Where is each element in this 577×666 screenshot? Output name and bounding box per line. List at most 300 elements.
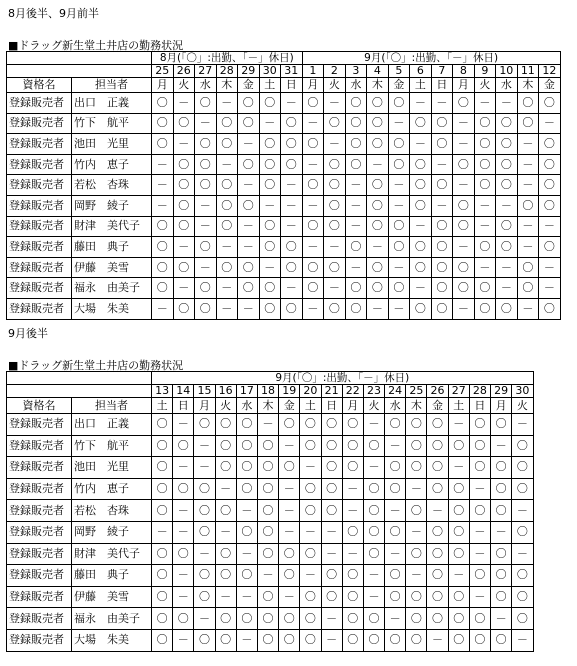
- weekday: 土: [152, 398, 173, 414]
- weekday: 日: [321, 398, 342, 414]
- day-number: 24: [385, 385, 406, 398]
- attendance-mark: 〇: [259, 298, 281, 319]
- attendance-mark: 〇: [469, 414, 490, 436]
- attendance-mark: 〇: [410, 237, 432, 258]
- day-number: 5: [388, 65, 410, 78]
- attendance-mark: －: [491, 608, 512, 630]
- attendance-mark: 〇: [469, 457, 490, 479]
- staff-name-cell: 若松 杏珠: [72, 175, 152, 196]
- attendance-mark: －: [302, 113, 324, 134]
- day-number: 28: [216, 65, 238, 78]
- attendance-mark: －: [345, 175, 367, 196]
- schedule-table-first: [6, 51, 561, 320]
- attendance-mark: －: [385, 435, 406, 457]
- weekday: 金: [388, 78, 410, 93]
- attendance-mark: －: [517, 216, 539, 237]
- weekday: 木: [406, 398, 427, 414]
- attendance-mark: －: [367, 237, 389, 258]
- attendance-mark: －: [388, 298, 410, 319]
- attendance-mark: －: [363, 565, 384, 587]
- day-number: 15: [194, 385, 215, 398]
- staff-name-cell: 伊藤 美雪: [72, 257, 152, 278]
- weekday: 水: [385, 398, 406, 414]
- attendance-mark: 〇: [194, 500, 215, 522]
- column-title-person: 担当者: [72, 398, 152, 414]
- attendance-mark: －: [216, 278, 238, 299]
- attendance-mark: 〇: [539, 93, 561, 114]
- attendance-mark: 〇: [215, 457, 236, 479]
- day-number: 16: [215, 385, 236, 398]
- attendance-mark: 〇: [453, 93, 475, 114]
- attendance-mark: 〇: [431, 278, 453, 299]
- attendance-mark: －: [173, 500, 194, 522]
- attendance-mark: 〇: [385, 457, 406, 479]
- qualification-cell: 登録販売者: [7, 175, 72, 196]
- attendance-mark: －: [431, 154, 453, 175]
- attendance-mark: －: [215, 586, 236, 608]
- attendance-mark: －: [173, 457, 194, 479]
- qualification-cell: 登録販売者: [7, 257, 72, 278]
- attendance-mark: 〇: [406, 543, 427, 565]
- attendance-mark: 〇: [345, 134, 367, 155]
- weekday: 月: [152, 78, 174, 93]
- staff-name-cell: 竹下 航平: [72, 435, 152, 457]
- attendance-mark: －: [279, 435, 300, 457]
- attendance-mark: 〇: [491, 500, 512, 522]
- weekday: 日: [173, 398, 194, 414]
- attendance-mark: 〇: [431, 237, 453, 258]
- attendance-mark: 〇: [300, 543, 321, 565]
- attendance-mark: －: [410, 134, 432, 155]
- attendance-mark: 〇: [410, 154, 432, 175]
- header-blank: [7, 52, 152, 65]
- attendance-mark: 〇: [236, 414, 257, 436]
- attendance-mark: 〇: [259, 134, 281, 155]
- day-number: 21: [321, 385, 342, 398]
- attendance-mark: 〇: [496, 154, 518, 175]
- attendance-mark: －: [215, 521, 236, 543]
- attendance-mark: 〇: [257, 457, 278, 479]
- attendance-mark: 〇: [152, 500, 173, 522]
- attendance-mark: 〇: [410, 298, 432, 319]
- attendance-mark: －: [236, 500, 257, 522]
- attendance-mark: 〇: [363, 435, 384, 457]
- attendance-mark: 〇: [302, 175, 324, 196]
- month-header: 9月(「〇」:出勤、「－」休日): [302, 52, 560, 65]
- attendance-mark: 〇: [431, 134, 453, 155]
- attendance-mark: 〇: [491, 414, 512, 436]
- attendance-mark: 〇: [194, 629, 215, 651]
- attendance-mark: 〇: [406, 500, 427, 522]
- attendance-mark: 〇: [257, 543, 278, 565]
- day-number: 8: [453, 65, 475, 78]
- header-blank: [7, 372, 152, 385]
- attendance-mark: －: [216, 237, 238, 258]
- table-row: [7, 521, 534, 543]
- attendance-mark: 〇: [173, 113, 195, 134]
- attendance-mark: 〇: [410, 257, 432, 278]
- attendance-mark: 〇: [517, 93, 539, 114]
- attendance-mark: 〇: [385, 586, 406, 608]
- attendance-mark: 〇: [345, 278, 367, 299]
- weekday: 金: [427, 398, 448, 414]
- attendance-mark: 〇: [216, 175, 238, 196]
- attendance-mark: 〇: [321, 478, 342, 500]
- attendance-mark: 〇: [517, 113, 539, 134]
- attendance-mark: 〇: [324, 175, 346, 196]
- attendance-mark: －: [453, 175, 475, 196]
- attendance-mark: 〇: [367, 113, 389, 134]
- attendance-mark: 〇: [385, 478, 406, 500]
- attendance-mark: 〇: [539, 237, 561, 258]
- attendance-mark: 〇: [474, 113, 496, 134]
- attendance-mark: 〇: [257, 435, 278, 457]
- attendance-mark: 〇: [300, 478, 321, 500]
- attendance-mark: 〇: [215, 608, 236, 630]
- qualification-cell: 登録販売者: [7, 500, 72, 522]
- attendance-mark: －: [512, 500, 533, 522]
- weekday: 月: [302, 78, 324, 93]
- weekday: 月: [491, 398, 512, 414]
- attendance-mark: 〇: [238, 93, 260, 114]
- attendance-mark: 〇: [173, 435, 194, 457]
- attendance-mark: －: [406, 521, 427, 543]
- schedule-table-second: [6, 371, 534, 652]
- attendance-mark: －: [195, 113, 217, 134]
- attendance-mark: 〇: [300, 414, 321, 436]
- attendance-mark: 〇: [321, 414, 342, 436]
- attendance-mark: －: [279, 500, 300, 522]
- attendance-mark: －: [539, 278, 561, 299]
- column-title-qualification: 資格名: [7, 78, 72, 93]
- staff-name-cell: 大場 朱美: [72, 298, 152, 319]
- attendance-mark: 〇: [281, 298, 303, 319]
- attendance-mark: 〇: [216, 134, 238, 155]
- attendance-mark: 〇: [385, 565, 406, 587]
- attendance-mark: 〇: [345, 237, 367, 258]
- attendance-mark: 〇: [152, 93, 174, 114]
- attendance-mark: 〇: [300, 608, 321, 630]
- attendance-mark: －: [491, 521, 512, 543]
- attendance-mark: －: [512, 414, 533, 436]
- attendance-mark: 〇: [173, 195, 195, 216]
- attendance-mark: －: [342, 500, 363, 522]
- attendance-mark: 〇: [215, 500, 236, 522]
- staff-name-cell: 池田 光里: [72, 134, 152, 155]
- attendance-mark: －: [300, 565, 321, 587]
- attendance-mark: －: [194, 608, 215, 630]
- store-title-first: ■ドラッグ新生堂土井店の勤務状況: [8, 39, 184, 52]
- attendance-mark: 〇: [342, 586, 363, 608]
- attendance-mark: －: [238, 237, 260, 258]
- attendance-mark: －: [342, 478, 363, 500]
- table-row: [7, 298, 561, 319]
- weekday: 土: [410, 78, 432, 93]
- attendance-mark: 〇: [300, 435, 321, 457]
- attendance-mark: 〇: [152, 478, 173, 500]
- attendance-mark: －: [469, 478, 490, 500]
- attendance-mark: －: [195, 216, 217, 237]
- attendance-mark: －: [302, 195, 324, 216]
- day-number: 19: [279, 385, 300, 398]
- weekday: 月: [194, 398, 215, 414]
- attendance-mark: 〇: [539, 298, 561, 319]
- day-number: 17: [236, 385, 257, 398]
- attendance-mark: －: [517, 298, 539, 319]
- attendance-mark: 〇: [367, 278, 389, 299]
- day-number: 13: [152, 385, 173, 398]
- attendance-mark: 〇: [259, 216, 281, 237]
- attendance-mark: 〇: [469, 565, 490, 587]
- attendance-mark: 〇: [216, 257, 238, 278]
- attendance-mark: 〇: [238, 257, 260, 278]
- attendance-mark: 〇: [152, 134, 174, 155]
- attendance-mark: 〇: [279, 414, 300, 436]
- attendance-mark: 〇: [236, 521, 257, 543]
- attendance-mark: 〇: [410, 175, 432, 196]
- attendance-mark: 〇: [195, 175, 217, 196]
- attendance-mark: 〇: [427, 478, 448, 500]
- attendance-mark: －: [302, 298, 324, 319]
- attendance-mark: 〇: [539, 195, 561, 216]
- attendance-mark: 〇: [427, 435, 448, 457]
- staff-name-cell: 池田 光里: [72, 457, 152, 479]
- qualification-cell: 登録販売者: [7, 521, 72, 543]
- table-row: [7, 257, 561, 278]
- attendance-mark: 〇: [300, 586, 321, 608]
- attendance-mark: －: [195, 257, 217, 278]
- attendance-mark: 〇: [215, 629, 236, 651]
- attendance-mark: －: [517, 154, 539, 175]
- attendance-mark: 〇: [474, 175, 496, 196]
- attendance-mark: 〇: [216, 216, 238, 237]
- qualification-cell: 登録販売者: [7, 113, 72, 134]
- day-number: 25: [152, 65, 174, 78]
- attendance-mark: －: [173, 521, 194, 543]
- attendance-mark: －: [388, 175, 410, 196]
- qualification-cell: 登録販売者: [7, 216, 72, 237]
- qualification-cell: 登録販売者: [7, 543, 72, 565]
- qualification-cell: 登録販売者: [7, 414, 72, 436]
- attendance-mark: 〇: [324, 257, 346, 278]
- qualification-cell: 登録販売者: [7, 278, 72, 299]
- attendance-mark: －: [173, 134, 195, 155]
- weekday: 土: [448, 398, 469, 414]
- day-number: 30: [259, 65, 281, 78]
- attendance-mark: －: [324, 93, 346, 114]
- qualification-cell: 登録販売者: [7, 629, 72, 651]
- attendance-mark: －: [410, 278, 432, 299]
- weekday: 木: [257, 398, 278, 414]
- attendance-mark: －: [363, 414, 384, 436]
- weekday: 土: [259, 78, 281, 93]
- attendance-mark: 〇: [410, 113, 432, 134]
- attendance-mark: 〇: [406, 435, 427, 457]
- weekday: 月: [453, 78, 475, 93]
- attendance-mark: 〇: [491, 565, 512, 587]
- staff-name-cell: 岡野 綾子: [72, 195, 152, 216]
- attendance-mark: 〇: [152, 608, 173, 630]
- qualification-cell: 登録販売者: [7, 435, 72, 457]
- attendance-mark: －: [195, 195, 217, 216]
- attendance-mark: －: [238, 298, 260, 319]
- attendance-mark: －: [173, 629, 194, 651]
- day-number: 28: [469, 385, 490, 398]
- attendance-mark: －: [410, 216, 432, 237]
- attendance-mark: 〇: [236, 457, 257, 479]
- day-number: 31: [281, 65, 303, 78]
- attendance-mark: 〇: [367, 216, 389, 237]
- attendance-mark: 〇: [388, 278, 410, 299]
- attendance-mark: 〇: [453, 278, 475, 299]
- attendance-mark: －: [281, 195, 303, 216]
- attendance-mark: 〇: [257, 608, 278, 630]
- staff-name-cell: 竹内 恵子: [72, 154, 152, 175]
- attendance-mark: －: [236, 586, 257, 608]
- table-row: [7, 586, 534, 608]
- staff-name-cell: 藤田 典子: [72, 237, 152, 258]
- day-number: 7: [431, 65, 453, 78]
- attendance-mark: 〇: [427, 586, 448, 608]
- attendance-mark: －: [152, 298, 174, 319]
- attendance-mark: 〇: [324, 154, 346, 175]
- day-number: 29: [491, 385, 512, 398]
- attendance-mark: 〇: [496, 237, 518, 258]
- table-row: [7, 195, 561, 216]
- attendance-mark: 〇: [474, 154, 496, 175]
- attendance-mark: 〇: [512, 478, 533, 500]
- period-heading-first-half: 8月後半、9月前半: [8, 7, 99, 20]
- day-number: 14: [173, 385, 194, 398]
- attendance-mark: －: [281, 93, 303, 114]
- attendance-mark: 〇: [342, 565, 363, 587]
- attendance-mark: 〇: [512, 608, 533, 630]
- qualification-cell: 登録販売者: [7, 237, 72, 258]
- attendance-mark: 〇: [385, 629, 406, 651]
- attendance-mark: －: [388, 195, 410, 216]
- attendance-mark: －: [238, 175, 260, 196]
- attendance-mark: 〇: [388, 154, 410, 175]
- attendance-mark: －: [496, 93, 518, 114]
- attendance-mark: －: [173, 237, 195, 258]
- store-title-second: ■ドラッグ新生堂土井店の勤務状況: [8, 359, 184, 372]
- attendance-mark: －: [324, 134, 346, 155]
- attendance-mark: －: [324, 237, 346, 258]
- attendance-mark: 〇: [469, 608, 490, 630]
- day-number: 26: [173, 65, 195, 78]
- attendance-mark: －: [279, 521, 300, 543]
- attendance-mark: －: [539, 113, 561, 134]
- attendance-mark: －: [321, 629, 342, 651]
- attendance-mark: 〇: [194, 521, 215, 543]
- attendance-mark: －: [474, 216, 496, 237]
- attendance-mark: 〇: [195, 154, 217, 175]
- attendance-mark: 〇: [427, 608, 448, 630]
- attendance-mark: －: [152, 521, 173, 543]
- day-number: 4: [367, 65, 389, 78]
- attendance-mark: 〇: [324, 298, 346, 319]
- attendance-mark: 〇: [491, 478, 512, 500]
- weekday: 金: [539, 78, 561, 93]
- attendance-mark: －: [236, 543, 257, 565]
- attendance-mark: 〇: [363, 500, 384, 522]
- attendance-mark: －: [474, 195, 496, 216]
- attendance-mark: 〇: [363, 543, 384, 565]
- staff-name-cell: 大場 朱美: [72, 629, 152, 651]
- attendance-mark: 〇: [448, 435, 469, 457]
- attendance-mark: 〇: [469, 500, 490, 522]
- attendance-mark: －: [539, 257, 561, 278]
- attendance-mark: 〇: [281, 113, 303, 134]
- attendance-mark: －: [448, 457, 469, 479]
- attendance-mark: －: [194, 543, 215, 565]
- attendance-mark: 〇: [215, 414, 236, 436]
- attendance-mark: 〇: [491, 586, 512, 608]
- day-number: 18: [257, 385, 278, 398]
- attendance-mark: －: [238, 216, 260, 237]
- attendance-mark: 〇: [427, 457, 448, 479]
- attendance-mark: 〇: [259, 278, 281, 299]
- day-number: 12: [539, 65, 561, 78]
- attendance-mark: －: [448, 565, 469, 587]
- attendance-mark: 〇: [448, 478, 469, 500]
- attendance-mark: 〇: [431, 175, 453, 196]
- attendance-mark: －: [453, 113, 475, 134]
- attendance-mark: 〇: [491, 629, 512, 651]
- attendance-mark: －: [236, 629, 257, 651]
- day-number: 6: [410, 65, 432, 78]
- attendance-mark: 〇: [152, 278, 174, 299]
- attendance-mark: 〇: [453, 257, 475, 278]
- qualification-cell: 登録販売者: [7, 478, 72, 500]
- attendance-mark: －: [427, 629, 448, 651]
- attendance-mark: 〇: [491, 543, 512, 565]
- weekday: 火: [324, 78, 346, 93]
- attendance-mark: －: [512, 629, 533, 651]
- attendance-mark: －: [259, 257, 281, 278]
- attendance-mark: 〇: [152, 414, 173, 436]
- attendance-mark: 〇: [406, 608, 427, 630]
- attendance-mark: 〇: [406, 629, 427, 651]
- table-row: [7, 629, 534, 651]
- attendance-mark: 〇: [491, 457, 512, 479]
- attendance-mark: 〇: [448, 543, 469, 565]
- attendance-mark: 〇: [259, 93, 281, 114]
- attendance-mark: 〇: [152, 216, 174, 237]
- attendance-mark: 〇: [388, 93, 410, 114]
- attendance-mark: 〇: [406, 586, 427, 608]
- attendance-mark: －: [281, 216, 303, 237]
- attendance-mark: －: [324, 278, 346, 299]
- attendance-mark: －: [385, 543, 406, 565]
- attendance-mark: 〇: [324, 216, 346, 237]
- attendance-mark: －: [367, 154, 389, 175]
- attendance-mark: 〇: [539, 134, 561, 155]
- attendance-mark: －: [238, 134, 260, 155]
- table-row: [7, 414, 534, 436]
- weekday: 日: [431, 78, 453, 93]
- staff-name-cell: 竹内 恵子: [72, 478, 152, 500]
- attendance-mark: 〇: [152, 565, 173, 587]
- attendance-mark: 〇: [342, 435, 363, 457]
- attendance-mark: －: [216, 298, 238, 319]
- attendance-mark: －: [300, 457, 321, 479]
- attendance-mark: 〇: [152, 237, 174, 258]
- attendance-mark: 〇: [173, 608, 194, 630]
- attendance-mark: 〇: [279, 543, 300, 565]
- attendance-mark: －: [152, 175, 174, 196]
- attendance-mark: 〇: [448, 629, 469, 651]
